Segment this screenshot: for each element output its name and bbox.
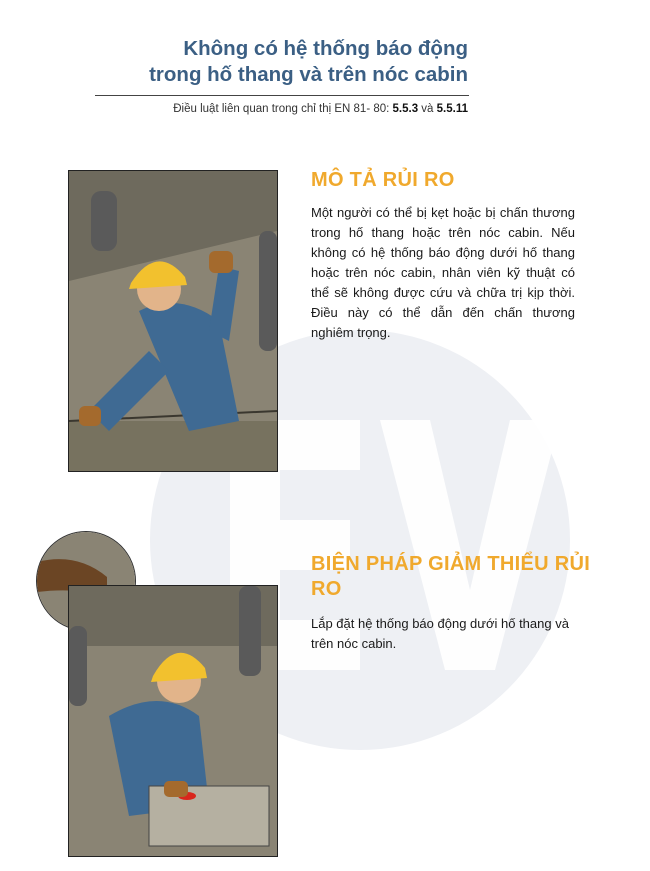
risk-mitigation-text: Lắp đặt hệ thống báo động dưới hố thang và trên nóc cabin. bbox=[311, 616, 569, 651]
risk-description-heading: MÔ TẢ RỦI RO bbox=[311, 169, 455, 191]
page-title bbox=[0, 36, 468, 88]
clause-5-5-11: 5.5.11 bbox=[436, 103, 468, 115]
regulation-prefix: Điều luật liên quan trong chỉ thị EN 81- 80: bbox=[173, 103, 393, 115]
clause-5-5-3: 5.5.3 bbox=[392, 103, 419, 115]
title-divider bbox=[95, 95, 469, 96]
regulation-joiner: và bbox=[418, 103, 437, 115]
page-title-line-1: Không có hệ thống báo động bbox=[183, 37, 468, 60]
illustration-trapped-technician bbox=[68, 170, 278, 472]
page-title-line-2: trong hố thang và trên nóc cabin bbox=[149, 63, 468, 86]
regulation-reference bbox=[0, 103, 468, 115]
risk-description-text: Một người có thể bị kẹt hoặc bị chấn thương trong hố thang hoặc trên nóc cabin. Nếu không có hệ thống báo động dưới hố thang hoặc trên nóc cabin, nhân viên kỹ thuật có thể sẽ không được cứu và chữa trị kịp thời. Điều này có thể dẫn đến chấn thương nghiêm trọng. bbox=[311, 205, 575, 340]
risk-mitigation-heading: BIỆN PHÁP GIẢM THIỂU RỦI RO bbox=[311, 553, 591, 600]
illustration-alarm-press bbox=[68, 585, 278, 857]
